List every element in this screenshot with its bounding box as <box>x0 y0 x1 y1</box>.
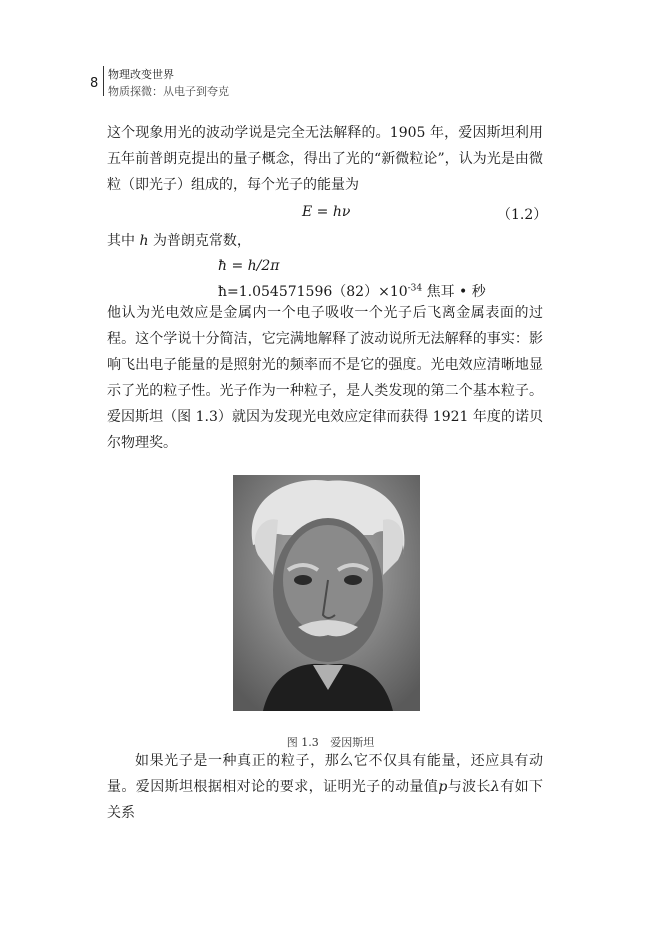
momentum-text-3: 有如下关系 <box>107 779 544 821</box>
equation-energy: E = hν <box>302 204 351 220</box>
hbar-value: ħ=1.054571596（82）×10 <box>218 284 408 300</box>
momentum-symbol: p <box>438 779 448 795</box>
hbar-exponent: -34 <box>407 283 423 294</box>
paragraph-photon-momentum <box>107 748 543 826</box>
einstein-portrait <box>233 475 420 711</box>
figure-caption-text: 爱因斯坦 <box>330 736 375 749</box>
book-subtitle: 物质探微：从电子到夸克 <box>108 85 229 98</box>
book-title: 物理改变世界 <box>108 68 174 81</box>
planck-symbol: h <box>139 233 149 249</box>
figure-label: 图 1.3 <box>286 736 319 749</box>
paragraph-photoelectric-effect: 他认为光电效应是金属内一个电子吸收一个光子后飞离金属表面的过程。这个学说十分简洁，它完满地解释了波动说所无法解释的事实：影响飞出电子能量的是照射光的频率而不是它的强度。光电效应清晰地显示了光的粒子性。光子作为一种粒子，是人类发现的第二个基本粒子。爱因斯坦（图 1.3）就因为发现光电效应定律而获得 1921 年度的诺贝尔物理奖。 <box>107 305 543 451</box>
paragraph-photon-theory: 这个现象用光的波动学说是完全无法解释的。1905 年，爱因斯坦利用五年前普朗克提出的量子概念，得出了光的“新微粒论”，认为光是由微粒（即光子）组成的，每个光子的能量为 <box>107 125 543 193</box>
momentum-text-1: 如果光子是一种真正的粒子，那么它不仅具有能量，还应具有动量。爱因斯坦根据相对论的要求，证明光子的动量值 <box>107 753 543 795</box>
where-suffix: 为普朗克常数， <box>152 233 251 249</box>
planck-constant-note <box>107 230 251 250</box>
momentum-text-2: 与波长 <box>447 779 491 795</box>
equation-hbar-definition: ħ = h/2π <box>218 258 280 274</box>
equation-hbar-value <box>218 281 486 301</box>
where-prefix: 其中 <box>107 233 135 249</box>
page-number: 8 <box>90 76 99 91</box>
hbar-unit: 焦耳 • 秒 <box>426 284 486 300</box>
wavelength-symbol: λ <box>490 779 500 795</box>
header-divider <box>103 66 104 96</box>
equation-number: （1.2） <box>497 207 548 223</box>
